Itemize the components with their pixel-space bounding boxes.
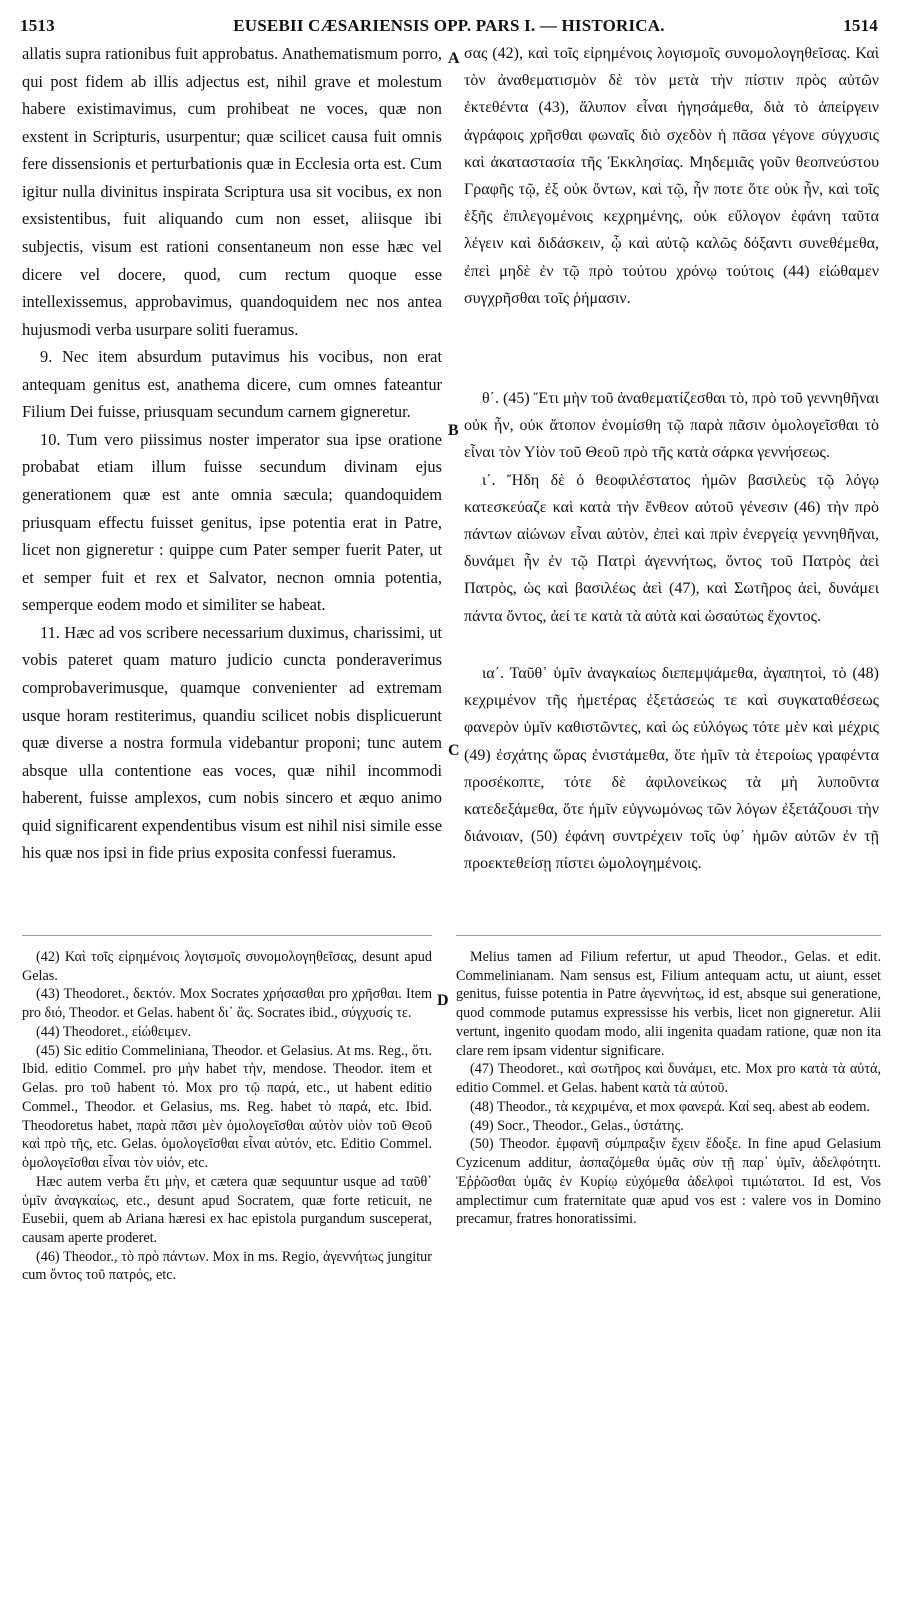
greek-column (464, 40, 879, 312)
footnote-49: (49) Socr., Theodor., Gelas., ὑστάτης. (470, 1117, 684, 1134)
greek-paragraph-11: ια΄. Ταῦθ᾽ ὑμῖν ἀναγκαίως διεπεμψάμεθα, ἀγαπητοὶ, τὸ (48) κεχριμένον τῆς ἡμετέρας ἐξετάσεώς τε καὶ συγκαταθέσεως φανερὸν ὑμῖν καθιστῶντες, καὶ ὡς εὐλόγως τότε μὲν καὶ μέχρις (49) ἐσχάτης ὥρας ἐνιστάμεθα, ὅτε ἡμῖν τὰ ἑτεροίως γραφέντα προσέκοπτε, τότε δὲ ἀφιλονείκως τὰ μὴ λυποῦντα κατεδεξάμεθα, ὅτε ἡμῖν εὐγνωμόνως τῶν λόγων ἐξετάζουσι τὴν διάνοιαν, (50) ἐφάνη συντρέχειν τοῖς ὑφ᾽ ἡμῶν αὐτῶν ἐν τῇ προεκτεθείσῃ πίστει ὡμολογημένοις. (464, 665, 879, 873)
latin-paragraph-11: 11. Hæc ad vos scribere necessarium duximus, charissimi, ut vobis pateret quam maturo judicio cuncta ponderaverimus comprobaverimusque, quamque convenienter ad extremam usque horam restiterimus, quandiu scilicet nobis displicuerunt quæ diverse a nostra formula videbantur proponi; tunc autem absque ulla contentione eas voces, quæ nihil incommodi haberent, fuisse amplexos, cum nobis sincero et æquo animo quid significarent expendentibus visum est nihil nisi simile esse his quæ nos ipsi in fide prius exposita confessi fueramus. (22, 622, 442, 863)
footnote-46: (46) Theodor., τὸ πρὸ πάντων. Mox in ms. Regio, ἀγεννήτως jungitur cum ὄντος τοῦ πατρός, etc. (22, 1248, 432, 1284)
notes-separator-right (456, 935, 881, 936)
latin-paragraph-8: allatis supra rationibus fuit approbatus. Anathematismum porro, qui post fidem ab illis adjectus est, nihil grave et molestum habere existimavimus, cum prohibeat ne voces, quæ non exstent in Scripturis, usurpentur; quæ scilicet causa fuit omnis fere dissensionis et perturbationis quæ in Ecclesia orta est. Cum igitur nulla divinitus inspirata Scriptura usa sit vocibus, ex non exsistentibus, fuit aliquando cum non esset, aliisque ibi subjectis, visum est rationi consentaneum non esse hæc vel dicere vel docere, quod, cum rectum quoque esse intellexissemus, approbavimus, quandoquidem nec nos antea hujusmodi verba usurpare soliti fueramus. (22, 44, 442, 339)
page-number-left: 1513 (20, 16, 55, 35)
greek-paragraph-9: θ΄. (45) Ἔτι μὴν τοῦ ἀναθεματίζεσθαι τὸ, πρὸ τοῦ γεννηθῆναι οὐκ ἦν, οὐκ ἄτοπον ἐνομίσθη τῷ παρὰ πᾶσιν ὁμολογεῖσθαι τὸ εἶναι τὸν Υἱὸν τοῦ Θεοῦ πρὸ τῆς κατὰ σάρκα γεννήσεως. (464, 390, 879, 462)
page-number-right: 1514 (843, 16, 878, 35)
notes-separator-left (22, 935, 432, 936)
footnote-42: (42) Καὶ τοῖς εἰρημένοις λογισμοῖς συνομολογηθεῖσας, desunt apud Gelas. (22, 949, 432, 984)
footnote-48: (48) Theodor., τὰ κεχριμένα, et mox φανερά. Καί seq. abest ab eodem. (470, 1098, 871, 1115)
footnote-45: (45) Sic editio Commeliniana, Theodor. et Gelasius. At ms. Reg., ὅτι. Ibid. editio Commel. pro μὴν habet τὴν, mendose. Theodor. item et Gelas. pro τοῦ habent τό. Mox pro τῷ παρά, etc., ut habent editio Commel., Theodor. et Gelasius, ms. Reg. habet τὸ παρά, etc. Ibid. Theodoretus habet, παρὰ πᾶσι μὲν ὁμολογεῖσθαι αὐτὸν υἱὸν τοῦ Θεοῦ καὶ πρὸ τῆς, etc. Gelas. ὁμολογεῖσθαι εἶναι αὐτόν, etc. Editio Commel. ὁμολογεῖσθαι εἶναι τὸν υἱόν, etc. (22, 1042, 432, 1172)
greek-paragraph-10: ι΄. Ἤδη δὲ ὁ θεοφιλέστατος ἡμῶν βασιλεὺς τῷ λόγῳ κατεσκεύαζε καὶ κατὰ τὴν ἔνθεον αὐτοῦ γένεσιν (46) τὴν πρὸ πάντων αἰώνων εἶναι αὐτὸν, ἐπεὶ καὶ πρὶν ἐνεργείᾳ γεννηθῆναι, δυνάμει ἦν ἐν τῷ Πατρὶ ἀγεννήτως, ὄντος τοῦ Πατρὸς ἀεὶ Πατρὸς, ὡς καὶ βασιλέως ἀεὶ (47), καὶ Σωτῆρος ἀεὶ, δυνάμει πάντα ὄντος, ἀεί τε κατὰ τὰ αὐτὰ καὶ ὡσαύτως ἔχοντος. (464, 471, 879, 625)
footnotes-left (22, 948, 432, 1285)
footnote-44: (44) Theodoret., εἰώθειμεν. (36, 1023, 192, 1040)
running-header (20, 14, 878, 38)
footnote-43: (43) Theodoret., δεκτόν. Mox Socrates χρήσασθαι pro χρῆσθαι. Item pro διό, Theodor. et Gelas. habent δι᾽ ἅς. Socrates ibid., σύγχυσίς τε. (22, 986, 432, 1022)
greek-paragraph-8: σας (42), καὶ τοῖς εἰρημένοις λογισμοῖς συνομολογηθεῖσας. Καὶ τὸν ἀναθεματισμὸν δὲ τὸν μετὰ τὴν πίστιν πρὸς αὐτῶν ἐκτεθέντα (43), ἄλυπον εἶναι ἡγησάμεθα, διὰ τὸ ἀπείργειν ἀγράφοις χρῆσθαι φωναῖς διὸ σχεδὸν ἡ πᾶσα γέγονε σύγχυσις καὶ ἀκαταστασία τῆς Ἐκκλησίας. Μηδεμιᾶς γοῦν θεοπνεύστου Γραφῆς τῷ, ἐξ οὐκ ὄντων, καὶ τῷ, ἦν ποτε ὅτε οὐκ ἦν, καὶ τοῖς ἑξῆς ἐπιλεγομένοις κεχρημένης, οὐκ εὔλογον ἐφάνη ταῦτα λέγειν καὶ διδάσκειν, ᾧ καὶ αὐτῷ καλῶς δόξαντι συνεθέμεθα, ἐπεὶ μηδὲ ἐν τῷ πρὸ τούτου χρόνῳ τούτοις (44) εἰώθαμεν συγχρῆσθαι τοῖς ῥήμασιν. (464, 45, 879, 307)
margin-letter-d: D (437, 992, 449, 1009)
margin-letter-a: A (448, 50, 460, 67)
margin-letter-b: B (448, 422, 459, 439)
running-title: EUSEBII CÆSARIENSIS OPP. PARS I. — HISTORICA. (233, 16, 665, 35)
footnote-45-cont: Hæc autem verba ἔτι μὴν, et cætera quæ sequuntur usque ad ταῦθ᾽ ὑμῖν ἀναγκαίως, etc., desunt apud Socratem, quæ forte reticuit, ne Eusebii, quem ab Ariana hæresi ex hac epistola purgandum susceperat, causam aperte proderet. (22, 1173, 432, 1247)
latin-column (22, 40, 442, 867)
footnotes-right (456, 948, 881, 1229)
latin-paragraph-10: 10. Tum vero piissimus noster imperator sua ipse oratione probabat etiam illum fuisse secundum divinam ejus generationem quæ est ante omnia sæcula; quandoquidem priusquam effectu fuisset genitus, ipse potentia erat in Patre, licet non gigneretur : quippe cum Pater semper fuerit Pater, ut et semper fuit et rex et Salvator, necnon omnia potentia, semperque eodem modo et similiter se habeat. (22, 429, 442, 615)
greek-column-part-2 (464, 385, 879, 630)
greek-column-part-3 (464, 660, 879, 878)
latin-paragraph-9: 9. Nec item absurdum putavimus his vocibus, non erat antequam genitus est, anathema dicere, cum omnes fateantur Filium Dei fuisse, priusquam secundum carnem gigneretur. (22, 347, 442, 422)
footnote-47: (47) Theodoret., καὶ σωτῆρος καὶ δυνάμει, etc. Mox pro κατὰ τὰ αὐτά, editio Commel. et Gelas. habent κατὰ τὰ αὐτοῦ. (456, 1061, 881, 1097)
margin-letter-c: C (448, 742, 460, 759)
footnote-50: (50) Theodor. ἐμφανῆ σύμπραξιν ἔχειν ἔδοξε. In fine apud Gelasium Cyzicenum additur, ἀσπαζόμεθα ὑμᾶς σὺν τῇ παρ᾽ ὑμῖν, ἀδελφότητι. Ἐῤῥῶσθαι ὑμᾶς ἐν Κυρίῳ εὐχόμεθα ἀδελφοὶ τιμιώτατοι. Id est, Vos amplectimur cum fraternitate quæ apud vos est : valere vos in Domino precamur, fratres honoratissimi. (456, 1136, 881, 1228)
footnote-46-cont: Melius tamen ad Filium refertur, ut apud Theodor., Gelas. et edit. Commelinianam. Nam sensus est, Filium antequam actu, ut aiunt, esset genitus, fuisse potentia in Patre ἀγεννήτως, id est, absque sui generatione, quod commode putamus expressisse his verbis, licet non gigneretur. Alii vertunt, ingenito quodam modo, alii ingenita quadam ratione, quæ non ita clare rem ipsam videntur significare. (456, 949, 881, 1059)
